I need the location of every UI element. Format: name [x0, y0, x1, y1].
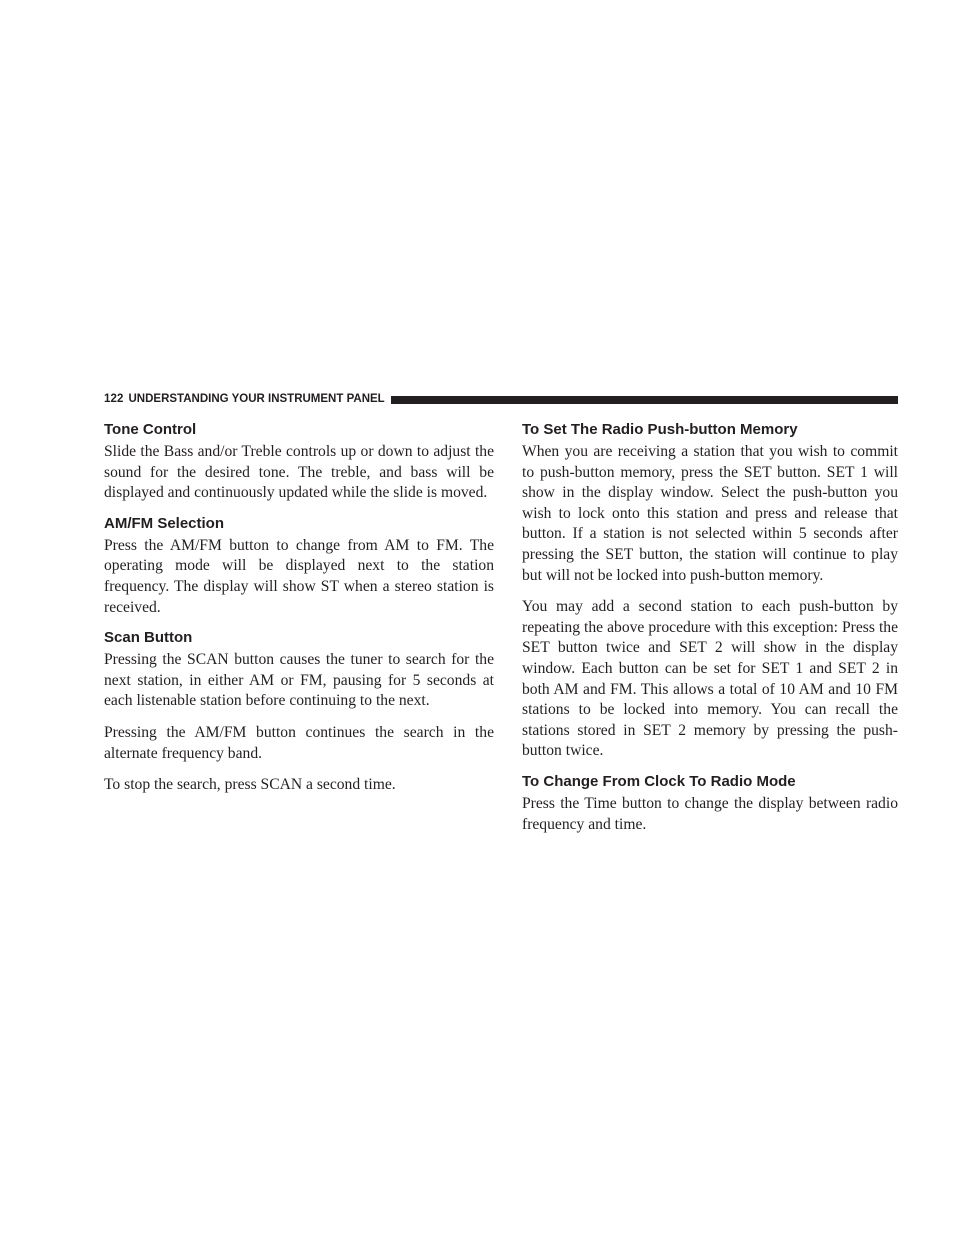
running-header [104, 392, 898, 406]
paragraph-scan-button-3: To stop the search, press SCAN a second time. [104, 776, 396, 794]
heading-tone-control: Tone Control [104, 421, 197, 438]
header-rule [391, 396, 898, 404]
heading-clock-to-radio: To Change From Clock To Radio Mode [522, 772, 796, 790]
paragraph-push-button-memory-1: When you are receiving a station that you wish to commit to push-button memory, press the SET button. SET 1 will show in the display window. Select the push-button you wish to lock onto this station and press and release that button. If a station is not selected within 5 seconds after pressing the SET button, the station will continue to play but will not be locked into push-button memory. [522, 443, 898, 584]
paragraph-scan-button-1: Pressing the SCAN button causes the tuner to search for the next station, in either AM or FM, pausing for 5 seconds at each listenable station before continuing to the next. [104, 651, 494, 710]
left-column [104, 421, 494, 796]
page-number: 122 [104, 393, 124, 405]
paragraph-tone-control: Slide the Bass and/or Treble controls up or down to adjust the sound for the desired tone. The treble, and bass will be displayed and continuously updated while the slide is moved. [104, 443, 494, 502]
section-title: UNDERSTANDING YOUR INSTRUMENT PANEL [128, 393, 385, 405]
paragraph-am-fm-selection: Press the AM/FM button to change from AM to FM. The operating mode will be displayed next to the station frequency. The display will show ST when a stereo station is received. [104, 536, 494, 616]
heading-am-fm-selection: AM/FM Selection [104, 514, 225, 532]
paragraph-push-button-memory-2: You may add a second station to each push-button by repeating the above procedure with this exception: Press the SET button twice and SET 2 will show in the display window. Each button can be set for SET 1 and SET 2 in both AM and FM. This allows a total of 10 AM and 10 FM stations to be locked into memory. You can recall the stations stored in SET 2 memory by pressing the push-button twice. [522, 598, 898, 760]
heading-push-button-memory: To Set The Radio Push-button Memory [522, 421, 798, 438]
heading-scan-button: Scan Button [104, 629, 193, 647]
paragraph-scan-button-2: Pressing the AM/FM button continues the search in the alternate frequency band. [104, 723, 494, 762]
right-column [522, 421, 898, 835]
paragraph-clock-to-radio: Press the Time button to change the display between radio frequency and time. [522, 794, 898, 833]
